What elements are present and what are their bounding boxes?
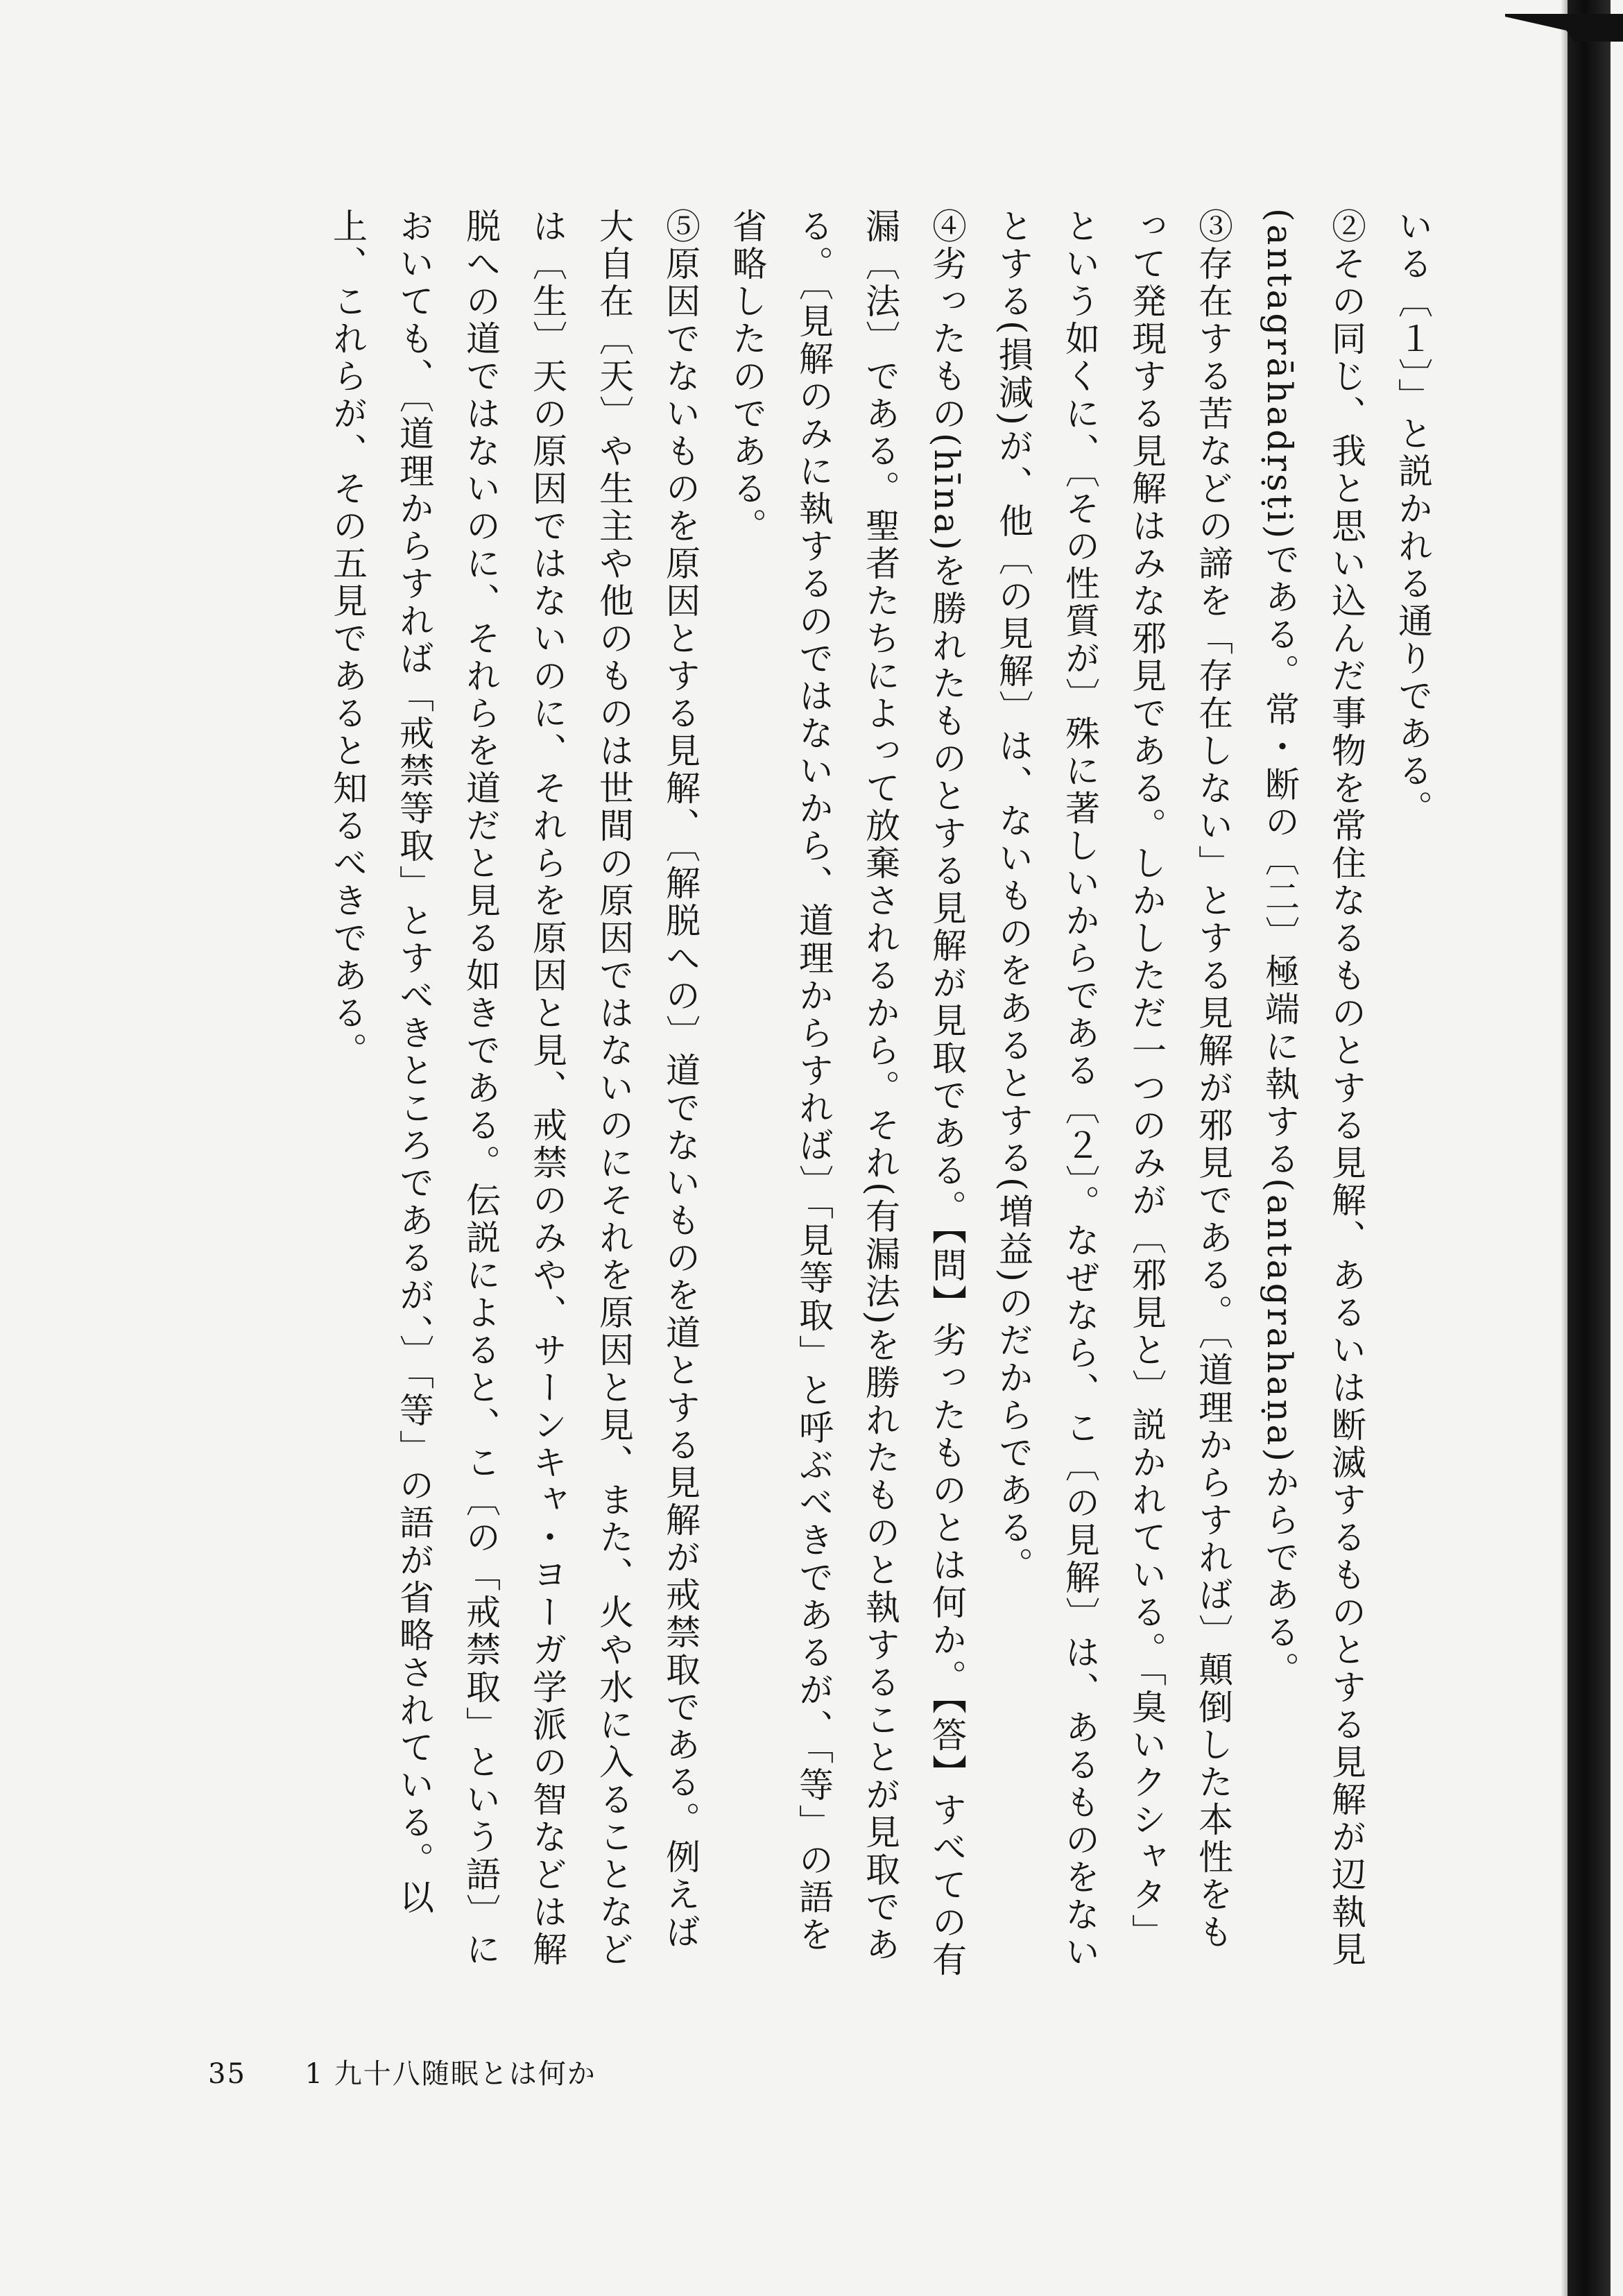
paragraph-5-silavrataparamarsa: ⑤原因でないものを原因とする見解、〔解脱への〕道でないものを道とする見解が戒禁取である。例えば大自在〔天〕や生主や他のものは世間の原因ではないのにそれを原因と見、また、火や水に入ることなどは〔生〕天の原因ではないのに、それらを原因と見、戒禁のみや、サーンキャ・ヨーガ学派の智などは解脱への道ではないのに、それらを道だと見る如きである。伝説によると、こ〔の「戒禁取」という語〕においても、〔道理からすれば「戒禁等取」とすべきところであるが、〕「等」の語が省略されている。以上、これらが、その五見であると知るべきである。 [327, 208, 701, 1969]
paragraph-1-continuation: いる〔１〕」と説かれる通りである。 [1393, 208, 1433, 828]
paragraph-4-drstiparamarsa: ④劣ったもの(hīna)を勝れたものとする見解が見取である。【問】劣ったものとは何か。【答】すべての有漏〔法〕である。聖者たちによって放棄されるから。それ(有漏法)を勝れたものと執することが見取である。〔見解のみに執するのではないから、道理からすれば〕「見等取」と呼ぶべきであるが、「等」の語を省略したのである。 [727, 208, 967, 1980]
page-footer [208, 2052, 596, 2091]
running-title: 1 九十八随眠とは何か [304, 2058, 596, 2090]
page-number: 35 [208, 2058, 246, 2090]
paragraph-3-mithyadrsti: ③存在する苦などの諦を「存在しない」とする見解が邪見である。〔道理からすれば〕顛倒した本性をもって発現する見解はみな邪見である。しかしただ一つのみが〔邪見と〕説かれている。「臭いクシャタ」という如くに、〔その性質が〕殊に著しいからである〔２〕。なぜなら、こ〔の見解〕は、あるものをないとする(損減)が、他〔の見解〕は、ないものをあるとする(増益)のだからである。 [993, 208, 1233, 1971]
body-text [114, 208, 1446, 1984]
paragraph-2-antagrahadrsti: ②その同じ、我と思い込んだ事物を常住なるものとする見解、あるいは断滅するものとする見解が辺執見(antagrāhadṛṣṭi)である。常・断の〔二〕極端に執する(antagrahaṇa)からである。 [1260, 208, 1366, 1969]
book-spine-shadow [1505, 0, 1623, 2296]
